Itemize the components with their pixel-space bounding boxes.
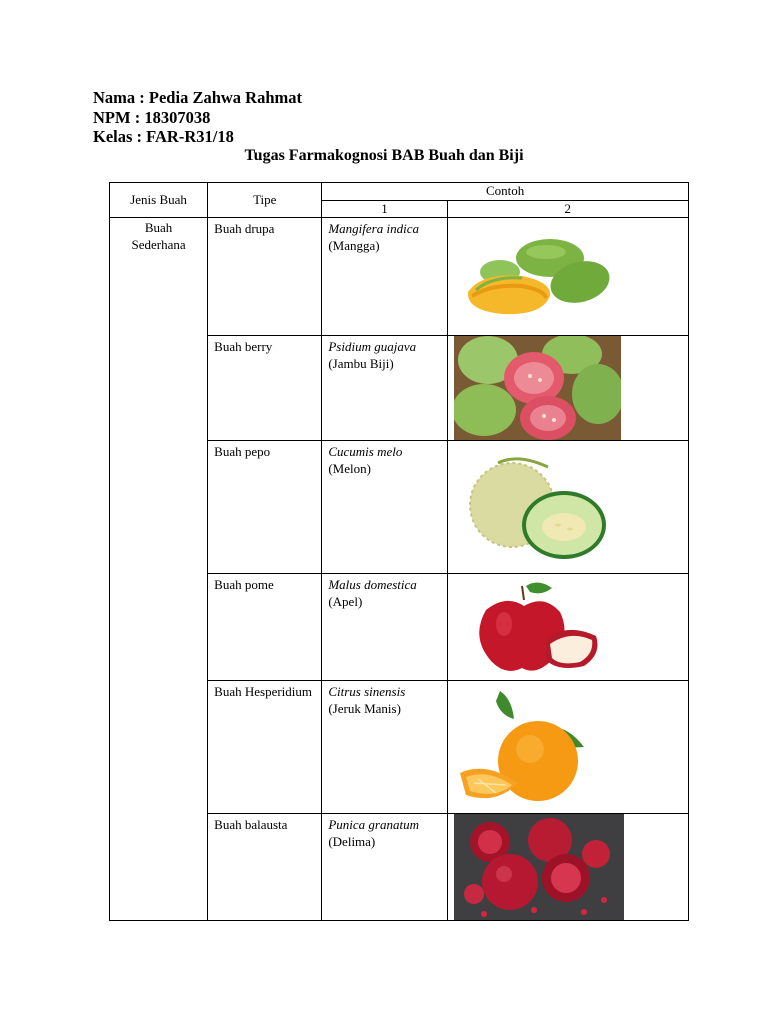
common-name: (Delima) bbox=[328, 834, 376, 849]
orange-image bbox=[456, 685, 596, 811]
table-row bbox=[110, 218, 689, 336]
contoh-image-cell bbox=[447, 336, 688, 441]
common-name: (Mangga) bbox=[328, 238, 380, 253]
scientific-name: Cucumis melo bbox=[328, 444, 403, 459]
student-name: Nama : Pedia Zahwa Rahmat bbox=[93, 88, 302, 107]
contoh-image-cell bbox=[447, 574, 688, 681]
scientific-name: Malus domestica bbox=[328, 577, 417, 592]
fruit-table bbox=[109, 182, 689, 921]
tipe-cell: Buah pome bbox=[208, 574, 322, 681]
student-class: Kelas : FAR-R31/18 bbox=[93, 127, 234, 146]
mango-image bbox=[462, 234, 614, 324]
contoh-text-cell bbox=[322, 681, 447, 814]
tipe-cell: Buah drupa bbox=[208, 218, 322, 336]
apple-image bbox=[466, 580, 616, 680]
scientific-name: Punica granatum bbox=[328, 817, 419, 832]
common-name: (Melon) bbox=[328, 461, 371, 476]
contoh-text-cell bbox=[322, 814, 447, 921]
contoh-text-cell bbox=[322, 336, 447, 441]
contoh-image-cell bbox=[447, 814, 688, 921]
student-npm: NPM : 18307038 bbox=[93, 107, 211, 127]
header-contoh: Contoh bbox=[322, 183, 689, 201]
contoh-text-cell bbox=[322, 574, 447, 681]
tipe-cell: Buah pepo bbox=[208, 441, 322, 574]
tipe-cell: Buah berry bbox=[208, 336, 322, 441]
document-title: Tugas Farmakognosi BAB Buah dan Biji bbox=[244, 147, 524, 164]
header-tipe: Tipe bbox=[208, 183, 322, 218]
common-name: (Apel) bbox=[328, 594, 363, 609]
subheader-1: 1 bbox=[322, 201, 447, 218]
contoh-text-cell bbox=[322, 441, 447, 574]
tipe-cell: Buah balausta bbox=[208, 814, 322, 921]
scientific-name: Psidium guajava bbox=[328, 339, 417, 354]
melon-image bbox=[458, 453, 618, 573]
contoh-image-cell bbox=[447, 681, 688, 814]
common-name: (Jeruk Manis) bbox=[328, 701, 401, 716]
scientific-name: Citrus sinensis bbox=[328, 684, 406, 699]
student-info bbox=[93, 88, 302, 147]
contoh-text-cell bbox=[322, 218, 447, 336]
contoh-image-cell bbox=[447, 218, 688, 336]
tipe-cell: Buah Hesperidium bbox=[208, 681, 322, 814]
jenis-buah-cell: Buah Sederhana bbox=[110, 218, 208, 921]
scientific-name: Mangifera indica bbox=[328, 221, 419, 236]
guava-image bbox=[454, 336, 621, 440]
contoh-image-cell bbox=[447, 441, 688, 574]
common-name: (Jambu Biji) bbox=[328, 356, 394, 371]
header-jenis-buah: Jenis Buah bbox=[110, 183, 208, 218]
table-header-row bbox=[110, 183, 689, 201]
pomegranate-image bbox=[454, 814, 624, 920]
subheader-2: 2 bbox=[447, 201, 688, 218]
